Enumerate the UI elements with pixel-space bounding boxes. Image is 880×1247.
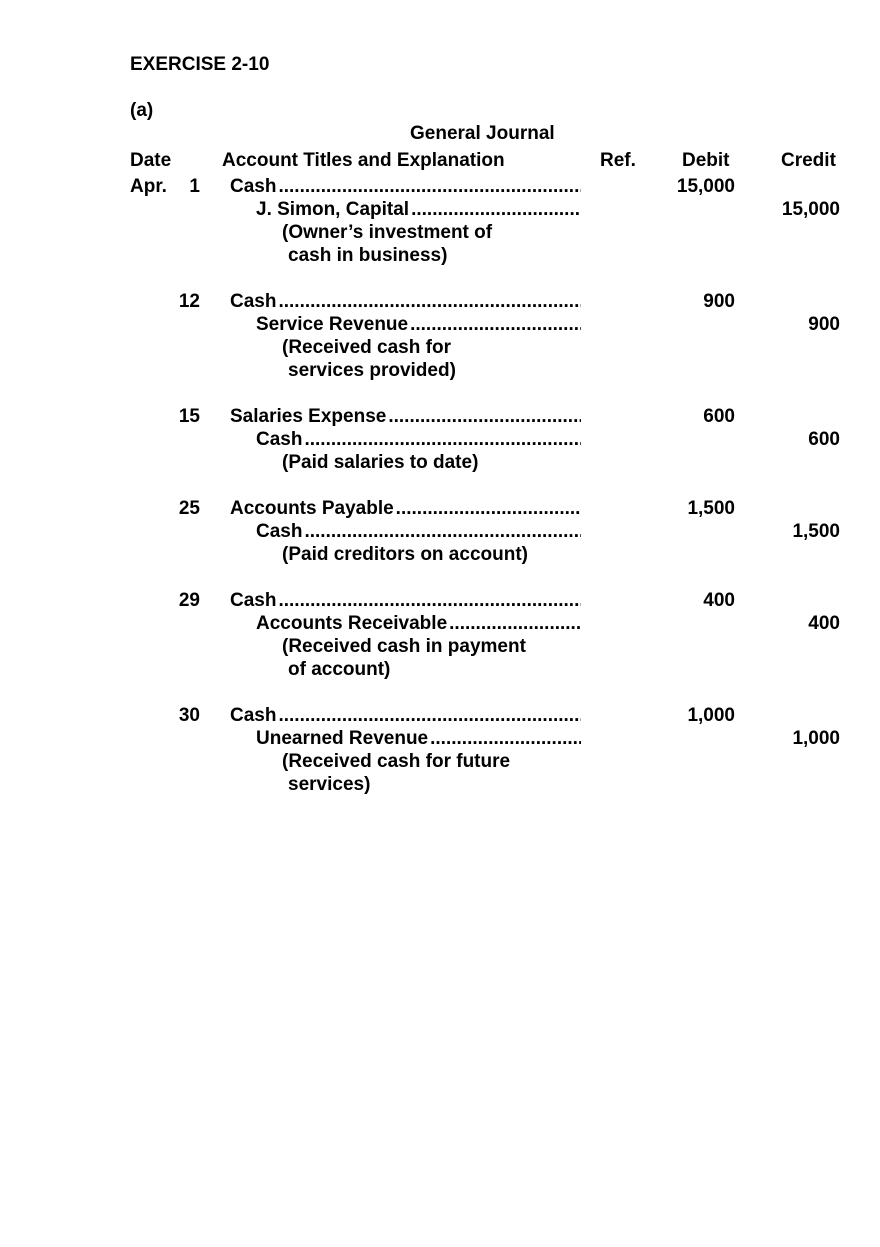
dot-leader xyxy=(304,428,581,451)
dot-leader xyxy=(304,520,581,543)
debit-amount: 15,000 xyxy=(676,176,735,197)
entry-explanation: (Received cash in payment xyxy=(282,636,526,657)
credit-amount: 400 xyxy=(808,613,840,634)
entry-day: 25 xyxy=(178,498,200,519)
header-account: Account Titles and Explanation xyxy=(222,150,505,171)
dot-leader xyxy=(411,198,581,221)
credit-account-line xyxy=(256,520,581,543)
debit-account-name: Cash xyxy=(230,176,277,197)
entry-explanation: cash in business) xyxy=(288,245,448,266)
credit-account-line xyxy=(256,612,581,635)
credit-account-name: J. Simon, Capital xyxy=(256,199,410,220)
credit-account-name: Cash xyxy=(256,429,303,450)
header-ref: Ref. xyxy=(600,150,636,171)
debit-account-line xyxy=(230,290,581,313)
debit-amount: 900 xyxy=(703,291,735,312)
dot-leader xyxy=(278,175,581,198)
debit-amount: 400 xyxy=(703,590,735,611)
header-credit: Credit xyxy=(781,150,836,171)
entry-explanation: (Paid creditors on account) xyxy=(282,544,528,565)
credit-account-name: Unearned Revenue xyxy=(256,728,429,749)
dot-leader xyxy=(396,497,581,520)
credit-amount: 1,500 xyxy=(792,521,840,542)
dot-leader xyxy=(430,727,581,750)
credit-account-line xyxy=(256,727,581,750)
entry-explanation: of account) xyxy=(288,659,391,680)
entry-day: 12 xyxy=(178,291,200,312)
debit-account-name: Accounts Payable xyxy=(230,498,394,519)
entry-explanation: (Owner’s investment of xyxy=(282,222,493,243)
credit-account-name: Accounts Receivable xyxy=(256,613,448,634)
debit-account-name: Cash xyxy=(230,590,277,611)
debit-account-name: Cash xyxy=(230,705,277,726)
entry-explanation: services) xyxy=(288,774,371,795)
dot-leader xyxy=(278,704,581,727)
credit-account-name: Service Revenue xyxy=(256,314,409,335)
debit-account-name: Salaries Expense xyxy=(230,406,387,427)
debit-account-name: Cash xyxy=(230,291,277,312)
dot-leader xyxy=(278,290,581,313)
debit-account-line xyxy=(230,497,581,520)
debit-amount: 600 xyxy=(703,406,735,427)
entry-day: 15 xyxy=(178,406,200,427)
header-debit: Debit xyxy=(682,150,730,171)
entry-explanation: (Received cash for xyxy=(282,337,451,358)
entry-explanation: services provided) xyxy=(288,360,456,381)
header-date: Date xyxy=(130,150,172,171)
credit-account-line xyxy=(256,313,581,336)
debit-amount: 1,000 xyxy=(687,705,735,726)
dot-leader xyxy=(410,313,581,336)
credit-account-line xyxy=(256,428,581,451)
credit-amount: 600 xyxy=(808,429,840,450)
debit-amount: 1,500 xyxy=(687,498,735,519)
credit-account-name: Cash xyxy=(256,521,303,542)
entry-explanation: (Received cash for future xyxy=(282,751,511,772)
month-label: Apr. xyxy=(130,176,167,197)
debit-account-line xyxy=(230,405,581,428)
journal-title: General Journal xyxy=(410,123,555,144)
part-label: (a) xyxy=(130,100,154,121)
debit-account-line xyxy=(230,175,581,198)
credit-amount: 900 xyxy=(808,314,840,335)
entry-day: 1 xyxy=(189,176,200,197)
debit-account-line xyxy=(230,589,581,612)
entry-day: 30 xyxy=(178,705,200,726)
dot-leader xyxy=(278,589,581,612)
entry-explanation: (Paid salaries to date) xyxy=(282,452,479,473)
credit-account-line xyxy=(256,198,581,221)
debit-account-line xyxy=(230,704,581,727)
credit-amount: 1,000 xyxy=(792,728,840,749)
exercise-title: EXERCISE 2-10 xyxy=(130,54,270,75)
dot-leader xyxy=(388,405,581,428)
dot-leader xyxy=(449,612,581,635)
entry-day: 29 xyxy=(178,590,200,611)
credit-amount: 15,000 xyxy=(781,199,840,220)
